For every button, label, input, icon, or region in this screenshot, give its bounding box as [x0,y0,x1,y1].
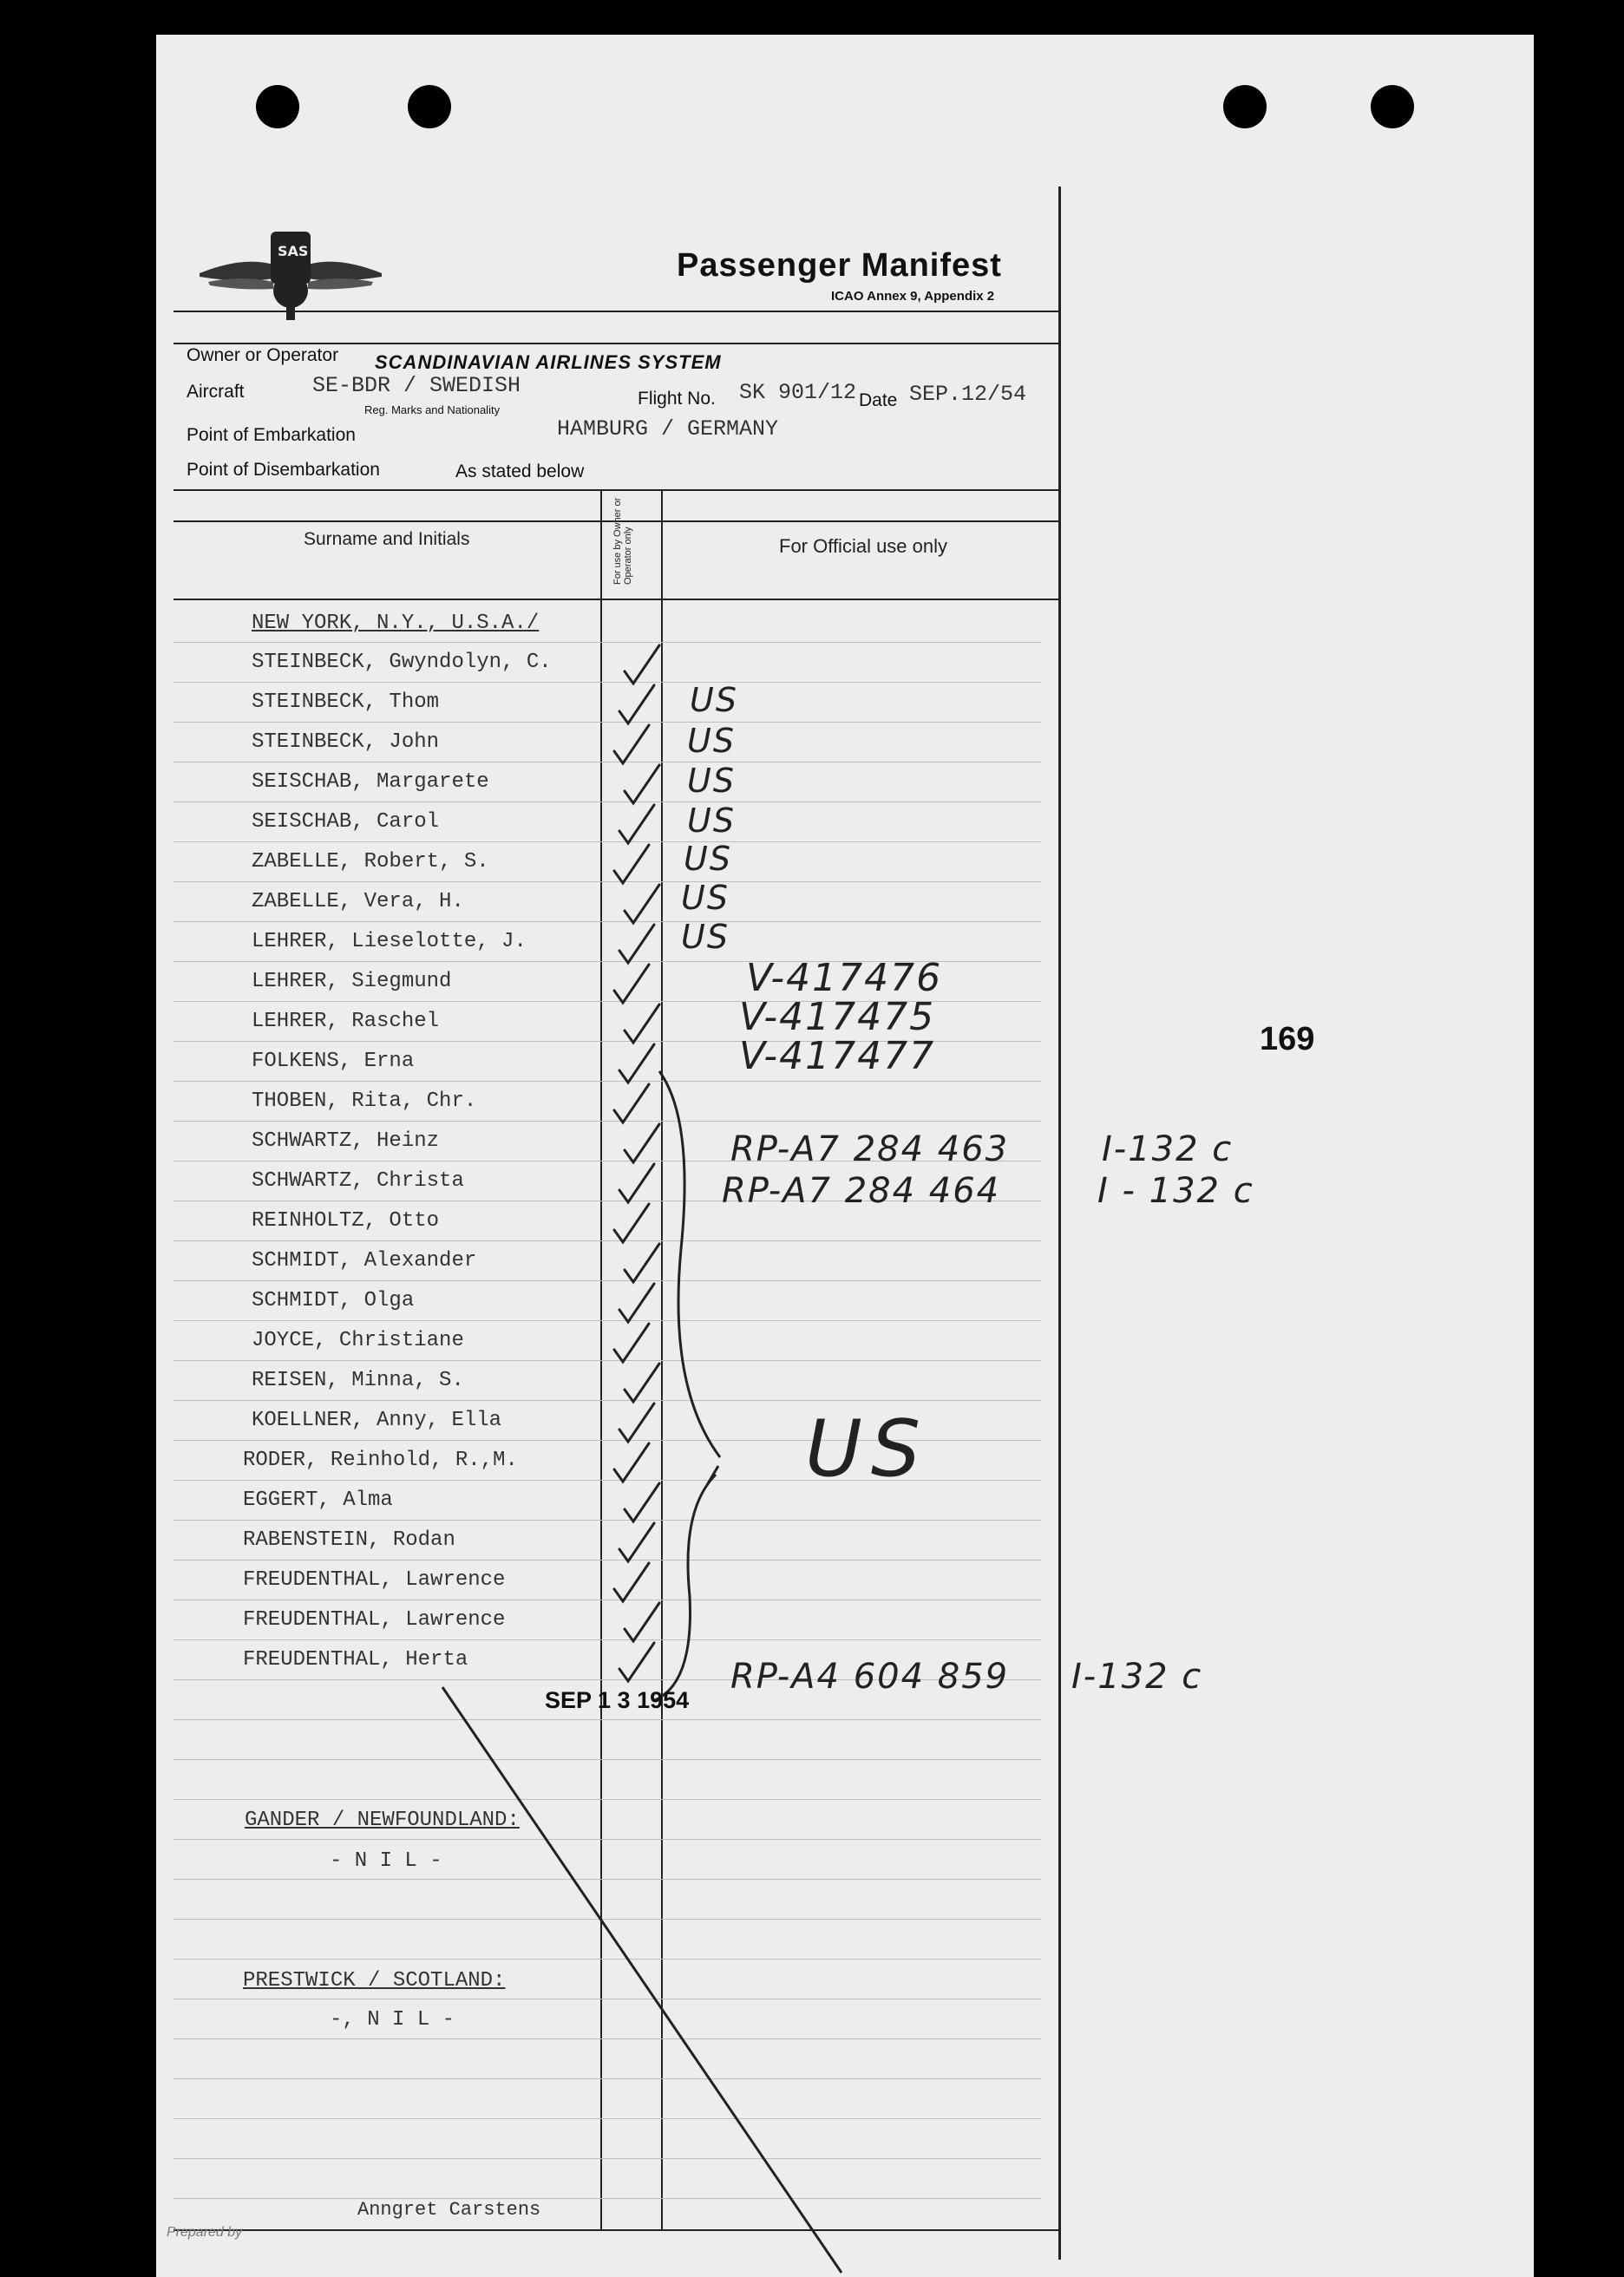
owner-label: Owner or Operator [187,345,339,365]
handwritten-visa: V-417475 [739,995,936,1039]
handwritten-us: US [681,918,730,956]
handwritten-us: US [684,840,732,878]
passenger-name: SEISCHAB, Carol [252,810,440,834]
handwritten-form: I-132 c [1102,1129,1234,1169]
manifest-sheet [156,35,1534,2277]
passenger-name: REINHOLTZ, Otto [252,1209,440,1233]
handwritten-passport: RP-A4 604 859 [730,1657,1010,1697]
passenger-name: LEHRER, Lieselotte, J. [252,930,527,953]
svg-text:SAS: SAS [278,243,309,259]
passenger-name: LEHRER, Raschel [252,1010,440,1033]
passenger-name: SEISCHAB, Margarete [252,770,489,794]
handwritten-visa: V-417476 [746,956,943,1000]
passenger-name: EGGERT, Alma [243,1489,393,1512]
aircraft-value: SE-BDR / SWEDISH [312,373,521,398]
passenger-name: RODER, Reinhold, R.,M. [243,1449,518,1472]
disembark-label: Point of Disembarkation [187,460,380,480]
owner-value: SCANDINAVIAN AIRLINES SYSTEM [375,351,722,373]
passenger-name: FREUDENTHAL, Herta [243,1648,468,1672]
reg-note: Reg. Marks and Nationality [364,403,501,416]
handwritten-us: US [687,722,736,760]
destination-heading: PRESTWICK / SCOTLAND: [243,1969,506,1992]
destination-heading: NEW YORK, N.Y., U.S.A./ [252,612,540,635]
page-number: 169 [1260,1021,1315,1057]
surname-column-header: Surname and Initials [304,529,470,549]
punch-hole [1223,85,1267,128]
handwritten-us: US [690,681,738,719]
embark-value: HAMBURG / GERMANY [557,416,779,442]
passenger-name: JOYCE, Christiane [252,1329,464,1352]
handwritten-passport: RP-A7 284 464 [722,1171,1001,1211]
handwritten-form: I - 132 c [1097,1171,1254,1211]
handwritten-us: US [687,802,736,840]
passenger-name: THOBEN, Rita, Chr. [252,1089,477,1113]
nil-entry: -, N I L - [330,2008,455,2032]
flight-value: SK 901/12 [739,380,857,405]
passenger-name: FREUDENTHAL, Lawrence [243,1608,506,1632]
destination-heading: GANDER / NEWFOUNDLAND: [245,1809,520,1832]
aircraft-label: Aircraft [187,382,245,402]
handwritten-us: US [681,879,730,917]
signature: Anngret Carstens [357,2199,541,2221]
handwritten-passport: RP-A7 284 463 [730,1129,1010,1169]
embark-label: Point of Embarkation [187,425,356,445]
nil-entry: - N I L - [330,1849,442,1873]
passenger-name: REISEN, Minna, S. [252,1369,464,1392]
flight-label: Flight No. [638,389,716,409]
passenger-name: STEINBECK, Gwyndolyn, C. [252,651,552,674]
manifest-subtitle: ICAO Annex 9, Appendix 2 [831,289,995,304]
passenger-name: FREUDENTHAL, Lawrence [243,1568,506,1592]
passenger-name: SCHMIDT, Olga [252,1289,415,1312]
passenger-name: LEHRER, Siegmund [252,970,452,993]
date-value: SEP.12/54 [909,382,1027,407]
passenger-name: STEINBECK, John [252,730,440,754]
handwritten-us-large: US [805,1403,930,1495]
handwritten-us: US [687,762,736,800]
official-column-header: For Official use only [779,535,948,557]
handwritten-visa: V-417477 [739,1034,936,1078]
passenger-name: KOELLNER, Anny, Ella [252,1409,502,1432]
manifest-title: Passenger Manifest [677,247,1002,284]
passenger-name: ZABELLE, Robert, S. [252,850,489,874]
prepared-by-label: Prepared by [167,2225,243,2240]
passenger-name: STEINBECK, Thom [252,690,440,714]
date-label: Date [859,390,898,410]
passenger-name: ZABELLE, Vera, H. [252,890,464,913]
passenger-name: SCHMIDT, Alexander [252,1249,477,1273]
passenger-name: SCHWARTZ, Christa [252,1169,464,1193]
handwritten-form: I-132 c [1071,1657,1203,1697]
disembark-value: As stated below [455,461,585,481]
passenger-name: SCHWARTZ, Heinz [252,1129,440,1153]
operator-column-header: For use by Owner or Operator only [612,497,633,585]
punch-hole [1371,85,1414,128]
passenger-name: RABENSTEIN, Rodan [243,1528,455,1552]
date-stamp: SEP 1 3 1954 [545,1687,690,1713]
passenger-name: FOLKENS, Erna [252,1050,415,1073]
